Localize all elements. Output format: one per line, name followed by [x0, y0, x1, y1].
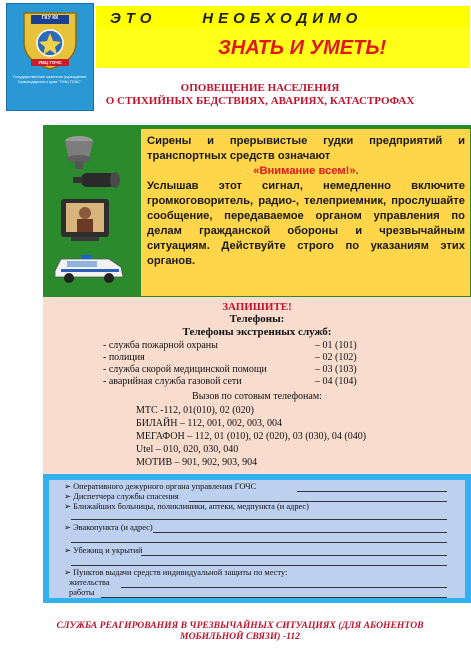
- service-number: – 02 (102): [315, 352, 357, 363]
- warning-devices-illustration: [51, 131, 133, 291]
- service-name: - служба скорой медицинской помощи: [103, 364, 267, 375]
- form-fill-line[interactable]: [101, 597, 447, 598]
- form-item-label: ➢ Оперативного дежурного органа управления ГОЧС: [64, 482, 257, 491]
- mobile-operator-line: МЕГАФОН – 112, 01 (010), 02 (020), 03 (030), 04 (040): [136, 431, 367, 442]
- form-item-label: ➢ Эвакопункта (и адрес): [64, 523, 153, 532]
- alert-text-box: [141, 129, 470, 296]
- police-car-icon: [55, 255, 123, 283]
- form-item-label: ➢ Диспетчера службы спасения: [64, 492, 179, 501]
- television-icon: [61, 199, 109, 241]
- form-sub-label: работы: [69, 588, 95, 597]
- service-number: – 03 (103): [315, 364, 357, 375]
- header-banner: [96, 6, 470, 68]
- mobile-calls-title: Вызов по сотовым телефонам:: [192, 391, 322, 402]
- footer-note: СЛУЖБА РЕАГИРОВАНИЯ В ЧРЕЗВЫЧАЙНЫХ СИТУАЦИЯХ (ДЛЯ АБОНЕНТОВ МОБИЛЬНОЙ СВЯЗИ) -112: [56, 620, 424, 642]
- form-item-label: ➢ Ближайших больницы, поликлиники, аптеки, медпункта (и адрес): [64, 502, 309, 511]
- service-number: – 01 (101): [315, 340, 357, 351]
- form-fill-line[interactable]: [141, 555, 447, 556]
- alert-paragraph-1: Сирены и прерывистые гудки предприятий и транспортных средств означают: [147, 135, 465, 162]
- loudspeaker-icon: [73, 172, 120, 188]
- form-fill-line[interactable]: [297, 491, 447, 492]
- banner-line2: ЗНАТЬ И УМЕТЬ!: [218, 37, 387, 59]
- form-fill-line[interactable]: [153, 532, 447, 533]
- mobile-operator-line: МТС -112, 01(010), 02 (020): [136, 405, 254, 416]
- alert-paragraph-2: Услышав этот сигнал, немедленно включите громкоговоритель, радио-, телеприемник, прослушайте сообщение, передаваемое органом управления по делам гражданской обороны и чрезвычайным ситуациям. Действуйте строго по указаниям этих органов.: [147, 180, 465, 267]
- form-sub-label: жительства: [69, 578, 110, 587]
- form-item-label: ➢ Убежищ и укрытий: [64, 546, 143, 555]
- mobile-operator-line: МОТИВ – 901, 902, 903, 904: [136, 457, 258, 468]
- service-name: - служба пожарной охраны: [103, 340, 218, 351]
- phones-panel: [43, 297, 471, 474]
- service-name: - полиция: [103, 352, 145, 363]
- form-fill-line[interactable]: [71, 519, 447, 520]
- form-fill-line[interactable]: [71, 565, 447, 566]
- service-name: - аварийная служба газовой сети: [103, 376, 242, 387]
- remember-heading: ЗАПИШИТЕ!: [222, 301, 292, 313]
- logo-caption: Государственное казенное учреждение Краснодарского края "УМЦ ГОЧС": [13, 74, 87, 84]
- siren-icon: [65, 136, 93, 169]
- mobile-operator-line: БИЛАЙН – 112, 001, 002, 003, 004: [136, 418, 283, 429]
- form-fill-line[interactable]: [121, 587, 447, 588]
- contacts-form-panel: [43, 474, 471, 603]
- emergency-phones-title: Телефоны экстренных служб:: [182, 326, 332, 338]
- mobile-operator-line: Utel – 010, 020, 030, 040: [136, 444, 239, 455]
- logo-bottom-text: УМЦ ГОЧС: [38, 60, 62, 65]
- logo-top-text: ГКУ КК: [41, 15, 59, 21]
- service-number: – 04 (104): [315, 376, 357, 387]
- section-title: ОПОВЕЩЕНИЕ НАСЕЛЕНИЯ О СТИХИЙНЫХ БЕДСТВИЯХ, АВАРИЯХ, КАТАСТРОФАХ: [105, 82, 415, 107]
- form-fill-line[interactable]: [71, 542, 447, 543]
- phones-title: Телефоны:: [229, 313, 285, 325]
- form-item-label: ➢ Пунктов выдачи средств индивидуальной защиты по месту:: [64, 568, 288, 577]
- alert-highlight: «Внимание всем!».: [253, 165, 359, 177]
- banner-line1: ЭТО НЕОБХОДИМО: [110, 10, 363, 27]
